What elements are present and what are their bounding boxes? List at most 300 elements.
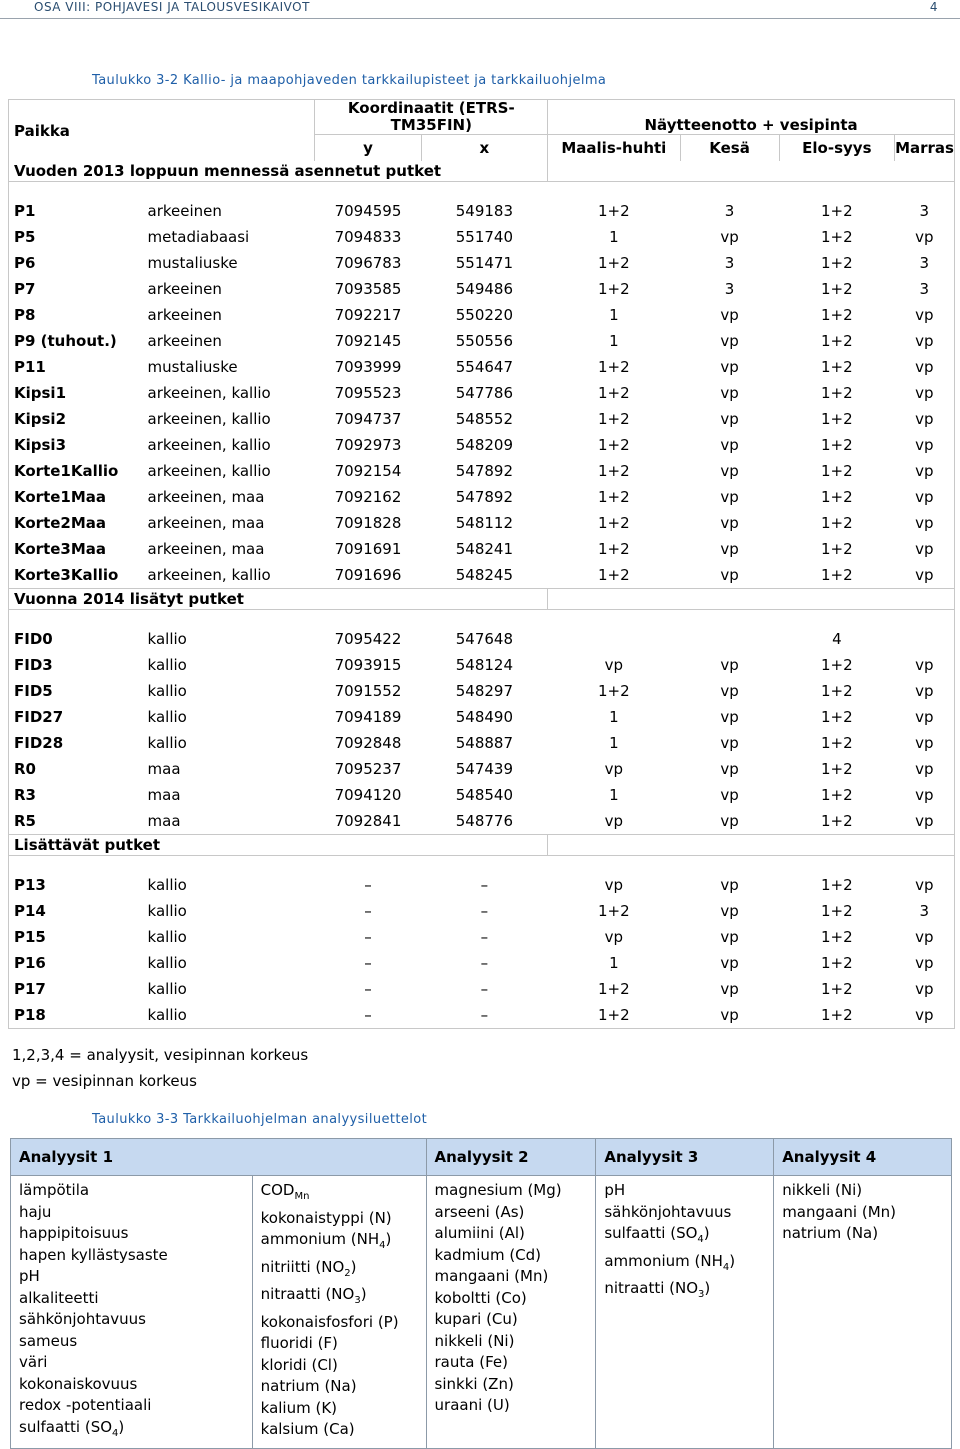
- cell-x: –: [480, 876, 489, 894]
- list-item: koboltti (Co): [434, 1288, 527, 1307]
- list-item: happipitoisuus: [19, 1224, 129, 1242]
- cell-kesa: vp: [720, 488, 739, 506]
- cell-y: 7094595: [334, 202, 402, 220]
- list-item: kokonaisfosfori (P): [260, 1312, 399, 1331]
- cell-paikka: Korte3Maa: [9, 536, 143, 562]
- analyysit-4-header: Analyysit 4: [774, 1139, 952, 1176]
- cell-y: 7093915: [334, 656, 402, 674]
- cell-maalis-huhti: vp: [548, 808, 680, 835]
- cell-kesa: vp: [720, 682, 739, 700]
- analyysit-2-header: Analyysit 2: [426, 1139, 596, 1176]
- cell-y: 7091691: [334, 540, 402, 558]
- cell-x: –: [480, 980, 489, 998]
- cell-x: 548552: [455, 410, 513, 428]
- cell-kallioperä: kallio: [147, 630, 187, 648]
- cell-kesa: vp: [720, 786, 739, 804]
- cell-maalis-huhti: 1+2: [598, 462, 630, 480]
- cell-elo-syys: 1+2: [821, 306, 853, 324]
- cell-x: 548209: [455, 436, 513, 454]
- cell-kesa: vp: [720, 902, 739, 920]
- cell-y: –: [364, 902, 372, 920]
- cell-paikka: FID0: [9, 626, 143, 652]
- cell-paikka: P18: [9, 1002, 143, 1029]
- table-row: [9, 328, 955, 354]
- cell-maalis-huhti: [548, 626, 680, 652]
- cell-y: 7093999: [334, 358, 402, 376]
- cell-kesa: vp: [720, 358, 739, 376]
- cell-kallioperä: arkeeinen, kallio: [147, 462, 271, 480]
- cell-kallioperä: maa: [147, 760, 181, 778]
- cell-x: 548112: [455, 514, 513, 532]
- table-row: [9, 250, 955, 276]
- cell-y: 7092848: [334, 734, 402, 752]
- header-koord-line2: TM35FIN): [390, 116, 472, 134]
- table-row: [9, 406, 955, 432]
- cell-y: 7094737: [334, 410, 402, 428]
- cell-kallioperä: arkeeinen, kallio: [147, 410, 271, 428]
- cell-maalis-huhti: 1+2: [598, 384, 630, 402]
- list-item: kokonaiskovuus: [19, 1374, 138, 1393]
- header-elo-syys: Elo-syys: [779, 135, 894, 162]
- cell-paikka: FID28: [9, 730, 143, 756]
- cell-x: 548490: [455, 708, 513, 726]
- cell-elo-syys: 1+2: [821, 656, 853, 674]
- cell-kallioperä: mustaliuske: [147, 254, 238, 272]
- list-item: kokonaistyppi (N): [260, 1208, 392, 1227]
- list-item: pH: [19, 1267, 40, 1285]
- cell-kesa: vp: [720, 954, 739, 972]
- cell-y: 7092145: [334, 332, 402, 350]
- list-item: sulfaatti $(SO_4)$: [19, 1417, 125, 1439]
- cell-elo-syys: 1+2: [821, 682, 853, 700]
- list-item: rauta (Fe): [434, 1353, 508, 1371]
- cell-kallioperä: maa: [143, 808, 315, 835]
- list-item: mangaani (Mn): [434, 1267, 549, 1285]
- list-item: nitraatti $(NO_3)$: [604, 1279, 711, 1300]
- cell-kesa: vp: [720, 540, 739, 558]
- list-item: alkaliteetti: [19, 1288, 99, 1307]
- cell-x: 550556: [455, 332, 513, 350]
- cell-x: 547439: [455, 760, 513, 778]
- list-item: kalium (K): [260, 1398, 338, 1417]
- cell-y: –: [315, 1002, 421, 1029]
- table-row: [9, 276, 955, 302]
- cell-maalis-huhti: vp: [604, 760, 624, 778]
- cell-kallioperä: mustaliuske: [147, 358, 238, 376]
- cell-kesa: 3: [724, 280, 735, 298]
- cell-kesa: vp: [680, 1002, 779, 1029]
- cell-elo-syys: 1+2: [821, 514, 853, 532]
- table-row: [9, 484, 955, 510]
- list-item: mangaani (Mn): [782, 1202, 896, 1221]
- list-item: pH: [604, 1181, 626, 1199]
- list-item: sähkönjohtavuus: [19, 1310, 146, 1328]
- analysis-table: [10, 1138, 952, 1449]
- list-item: fluoridi (F): [260, 1334, 338, 1352]
- cell-paikka: P7: [9, 276, 143, 302]
- cell-maalis-huhti: 1: [609, 954, 619, 972]
- cell-paikka: Kipsi2: [9, 406, 143, 432]
- cell-elo-syys: 1+2: [821, 876, 853, 894]
- legend-note-vp: vp = vesipinnan korkeus: [12, 1072, 197, 1090]
- cell-x: 548540: [455, 786, 513, 804]
- table-row: [9, 626, 955, 652]
- list-item: nitriitti $(NO_2)$: [260, 1257, 357, 1279]
- header-x: x: [421, 135, 548, 162]
- cell-kesa: vp: [720, 228, 739, 246]
- cell-marras: vp: [895, 1002, 955, 1029]
- cell-elo-syys: 1+2: [779, 1002, 894, 1029]
- cell-x: 547892: [455, 488, 513, 506]
- cell-y: 7093585: [334, 280, 402, 298]
- cell-maalis-huhti: 1: [609, 306, 619, 324]
- cell-marras: [895, 626, 955, 652]
- header-y: y: [315, 135, 421, 162]
- cell-kesa: vp: [720, 980, 739, 998]
- cell-elo-syys: 1+2: [821, 708, 853, 726]
- cell-y: 7092973: [334, 436, 402, 454]
- header-naytteenotto: Näytteenotto + vesipinta: [548, 100, 955, 135]
- cell-maalis-huhti: vp: [604, 928, 624, 946]
- cell-x: 547892: [455, 462, 513, 480]
- cell-elo-syys: 1+2: [821, 384, 853, 402]
- monitoring-table: [8, 99, 955, 1029]
- cell-y: 7095237: [334, 760, 402, 778]
- cell-kallioperä: arkeeinen, kallio: [147, 436, 271, 454]
- table-row: [9, 730, 955, 756]
- header-koordinaatit: [315, 100, 548, 135]
- list-item: arseeni (As): [434, 1202, 525, 1221]
- cell-maalis-huhti: 1: [609, 786, 619, 804]
- cell-marras: vp: [895, 536, 955, 562]
- list-item: ammonium $(NH_4)$: [260, 1230, 392, 1251]
- list-item: hapen kyllästysaste: [19, 1245, 168, 1264]
- cell-paikka: P5: [9, 224, 143, 250]
- table-row: [9, 536, 955, 562]
- cell-elo-syys: 1+2: [779, 808, 894, 835]
- cell-maalis-huhti: 1+2: [548, 562, 680, 589]
- table-row: [9, 924, 955, 950]
- cell-y: 7096783: [334, 254, 402, 272]
- cell-marras: vp: [895, 302, 955, 328]
- list-item: sinkki (Zn): [434, 1374, 514, 1393]
- analysis-column-2: [252, 1176, 426, 1449]
- cell-elo-syys: 1+2: [779, 562, 894, 589]
- cell-marras: vp: [895, 562, 955, 589]
- cell-paikka: FID27: [9, 704, 143, 730]
- cell-maalis-huhti: vp: [604, 876, 624, 894]
- cell-marras: vp: [895, 328, 955, 354]
- list-item: haju: [19, 1202, 52, 1221]
- cell-maalis-huhti: 1+2: [598, 410, 630, 428]
- list-item: lämpötila: [19, 1181, 90, 1199]
- analysis-column-3: [426, 1176, 596, 1449]
- cell-paikka: Korte2Maa: [9, 510, 143, 536]
- cell-kallioperä: kallio: [147, 682, 187, 700]
- cell-paikka: P15: [9, 924, 143, 950]
- table-row: [9, 898, 955, 924]
- cell-marras: vp: [895, 678, 955, 704]
- cell-maalis-huhti: 1+2: [598, 280, 630, 298]
- list-item: kadmium (Cd): [434, 1245, 542, 1264]
- cell-maalis-huhti: 1+2: [598, 980, 630, 998]
- cell-elo-syys: 1+2: [821, 488, 853, 506]
- section-title: OSA VIII: POHJAVESI JA TALOUSVESIKAIVOT: [34, 0, 310, 14]
- cell-x: 554647: [455, 358, 513, 376]
- cell-kesa: 3: [724, 254, 735, 272]
- section-lisattavat: Lisättävät putket: [9, 835, 548, 856]
- list-item: sameus: [19, 1331, 78, 1350]
- table2-caption: Taulukko 3-3 Tarkkailuohjelman analyysiluettelot: [92, 1112, 428, 1127]
- cell-maalis-huhti: 1+2: [548, 1002, 680, 1029]
- cell-paikka: P13: [9, 872, 143, 898]
- cell-marras: vp: [895, 432, 955, 458]
- cell-paikka: FID3: [9, 652, 143, 678]
- cell-kallioperä: kallio: [143, 1002, 315, 1029]
- cell-x: –: [421, 1002, 548, 1029]
- cell-paikka: P6: [9, 250, 143, 276]
- table-row: [9, 678, 955, 704]
- page-number: 4: [929, 0, 938, 14]
- cell-kesa: vp: [720, 410, 739, 428]
- table-row: [9, 198, 955, 224]
- analysis-column-4: [596, 1176, 774, 1449]
- cell-marras: vp: [895, 924, 955, 950]
- cell-kallioperä: arkeeinen, maa: [147, 488, 265, 506]
- cell-kallioperä: arkeeinen, kallio: [143, 562, 315, 589]
- cell-elo-syys: 1+2: [821, 786, 853, 804]
- cell-y: 7094833: [334, 228, 402, 246]
- cell-marras: vp: [895, 808, 955, 835]
- cell-marras: vp: [895, 782, 955, 808]
- cell-marras: vp: [895, 950, 955, 976]
- table-row: [9, 562, 955, 589]
- list-item: ammonium $(NH_4)$: [604, 1251, 736, 1273]
- cell-kallioperä: kallio: [147, 734, 187, 752]
- cell-kesa: vp: [720, 332, 739, 350]
- cell-paikka: P17: [9, 976, 143, 1002]
- cell-kesa: vp: [720, 708, 739, 726]
- cell-maalis-huhti: 1: [609, 228, 619, 246]
- cell-x: 547648: [455, 630, 513, 648]
- cell-kesa: vp: [720, 760, 739, 778]
- cell-paikka: P1: [9, 198, 143, 224]
- cell-marras: 3: [895, 898, 955, 924]
- cell-paikka: R3: [9, 782, 143, 808]
- table-row: [9, 950, 955, 976]
- table-row: [9, 782, 955, 808]
- analysis-column-5: [774, 1176, 952, 1449]
- list-item: $COD_{Mn}$: [260, 1181, 310, 1202]
- cell-x: 547786: [455, 384, 513, 402]
- list-item: natrium (Na): [782, 1224, 879, 1242]
- analysis-column-1: [11, 1176, 253, 1449]
- list-item: väri: [19, 1353, 48, 1371]
- cell-marras: 3: [895, 276, 955, 302]
- cell-kesa: 3: [724, 202, 735, 220]
- table-row: [9, 380, 955, 406]
- cell-elo-syys: 1+2: [821, 540, 853, 558]
- table-row: [9, 976, 955, 1002]
- cell-x: 550220: [455, 306, 513, 324]
- cell-y: –: [364, 980, 372, 998]
- header-marras: Marras: [895, 135, 955, 162]
- cell-paikka: Korte1Maa: [9, 484, 143, 510]
- header-kallioperä: [143, 100, 315, 162]
- cell-elo-syys: 1+2: [821, 436, 853, 454]
- cell-y: 7095523: [334, 384, 402, 402]
- list-item: sähkönjohtavuus: [604, 1202, 732, 1221]
- cell-kesa: vp: [720, 734, 739, 752]
- cell-kesa: vp: [720, 876, 739, 894]
- cell-paikka: P8: [9, 302, 143, 328]
- list-item: magnesium (Mg): [434, 1181, 562, 1199]
- legend-notes: [12, 1042, 308, 1094]
- cell-maalis-huhti: 1+2: [598, 902, 630, 920]
- table-row: [9, 872, 955, 898]
- cell-kallioperä: arkeeinen: [147, 332, 222, 350]
- list-item: nikkeli (Ni): [782, 1181, 863, 1199]
- cell-x: –: [480, 928, 489, 946]
- cell-kesa: vp: [720, 436, 739, 454]
- cell-paikka: Kipsi1: [9, 380, 143, 406]
- cell-maalis-huhti: 1+2: [598, 540, 630, 558]
- cell-y: –: [364, 928, 372, 946]
- cell-kesa: vp: [720, 306, 739, 324]
- cell-kallioperä: arkeeinen, maa: [147, 514, 265, 532]
- cell-elo-syys: 1+2: [821, 954, 853, 972]
- cell-maalis-huhti: 1+2: [598, 436, 630, 454]
- list-item: kupari (Cu): [434, 1310, 518, 1328]
- cell-paikka: Kipsi3: [9, 432, 143, 458]
- cell-marras: vp: [895, 224, 955, 250]
- cell-maalis-huhti: 1+2: [598, 514, 630, 532]
- cell-y: 7094189: [334, 708, 402, 726]
- analyysit-1-header: Analyysit 1: [11, 1139, 427, 1176]
- cell-kesa: vp: [720, 928, 739, 946]
- cell-x: 551471: [455, 254, 513, 272]
- cell-elo-syys: 1+2: [821, 928, 853, 946]
- cell-x: –: [480, 902, 489, 920]
- cell-x: 548297: [455, 682, 513, 700]
- header-paikka: Paikka: [9, 100, 143, 162]
- list-item: nikkeli (Ni): [434, 1331, 515, 1350]
- cell-kesa: [680, 626, 779, 652]
- cell-x: 551740: [455, 228, 513, 246]
- cell-elo-syys: 1+2: [821, 760, 853, 778]
- cell-marras: vp: [895, 976, 955, 1002]
- cell-kallioperä: metadiabaasi: [147, 228, 250, 246]
- cell-y: 7092217: [334, 306, 402, 324]
- cell-elo-syys: 1+2: [821, 980, 853, 998]
- cell-elo-syys: 1+2: [821, 254, 853, 272]
- cell-maalis-huhti: 1+2: [598, 488, 630, 506]
- cell-elo-syys: 1+2: [821, 734, 853, 752]
- cell-kesa: vp: [720, 384, 739, 402]
- list-item: nitraatti $(NO_3)$: [260, 1285, 367, 1306]
- cell-y: 7095422: [334, 630, 402, 648]
- table-row: [9, 704, 955, 730]
- cell-maalis-huhti: vp: [604, 656, 624, 674]
- cell-paikka: P14: [9, 898, 143, 924]
- cell-kallioperä: arkeeinen, maa: [147, 540, 265, 558]
- list-item: redox -potentiaali: [19, 1396, 152, 1414]
- cell-kesa: vp: [680, 808, 779, 835]
- header-kesa: Kesä: [680, 135, 779, 162]
- table-row: [9, 354, 955, 380]
- cell-paikka: P16: [9, 950, 143, 976]
- cell-y: 7092162: [334, 488, 402, 506]
- cell-y: 7091696: [315, 562, 421, 589]
- cell-kallioperä: kallio: [147, 928, 187, 946]
- cell-kesa: vp: [720, 656, 739, 674]
- cell-x: –: [480, 954, 489, 972]
- cell-y: 7091552: [334, 682, 402, 700]
- cell-y: –: [364, 954, 372, 972]
- cell-x: 548124: [455, 656, 513, 674]
- cell-y: 7094120: [334, 786, 402, 804]
- cell-paikka: R5: [9, 808, 143, 835]
- cell-kallioperä: kallio: [147, 902, 187, 920]
- legend-note-analyses: 1,2,3,4 = analyysit, vesipinnan korkeus: [12, 1046, 309, 1064]
- cell-paikka: Korte3Kallio: [9, 562, 143, 589]
- cell-elo-syys: 1+2: [821, 280, 853, 298]
- cell-elo-syys: 1+2: [821, 462, 853, 480]
- cell-elo-syys: 1+2: [821, 228, 853, 246]
- cell-paikka: P11: [9, 354, 143, 380]
- section-2014: Vuonna 2014 lisätyt putket: [9, 589, 548, 610]
- cell-maalis-huhti: 1+2: [598, 254, 630, 272]
- cell-marras: vp: [895, 484, 955, 510]
- cell-marras: vp: [895, 652, 955, 678]
- table-row: [9, 458, 955, 484]
- list-item: alumiini (Al): [434, 1224, 525, 1242]
- table-row: [9, 510, 955, 536]
- cell-kesa: vp: [680, 562, 779, 589]
- cell-marras: 3: [895, 250, 955, 276]
- table-row: [9, 432, 955, 458]
- cell-maalis-huhti: 1: [609, 708, 619, 726]
- cell-marras: vp: [895, 458, 955, 484]
- cell-x: 548241: [455, 540, 513, 558]
- cell-marras: vp: [895, 406, 955, 432]
- cell-x: 549183: [455, 202, 513, 220]
- cell-marras: vp: [895, 872, 955, 898]
- cell-kallioperä: kallio: [147, 876, 187, 894]
- list-item: kloridi (Cl): [260, 1355, 338, 1374]
- cell-elo-syys: 1+2: [821, 410, 853, 428]
- cell-x: 549486: [455, 280, 513, 298]
- cell-paikka: FID5: [9, 678, 143, 704]
- header-maalis-huhti: Maalis-huhti: [548, 135, 680, 162]
- cell-kallioperä: kallio: [147, 656, 187, 674]
- cell-paikka: Korte1Kallio: [9, 458, 143, 484]
- cell-marras: vp: [895, 380, 955, 406]
- cell-marras: vp: [895, 756, 955, 782]
- table1-caption: Taulukko 3-2 Kallio- ja maapohjaveden tarkkailupisteet ja tarkkailuohjelma: [92, 73, 607, 88]
- cell-y: 7092154: [334, 462, 402, 480]
- cell-elo-syys: 1+2: [821, 202, 853, 220]
- table-row: [9, 302, 955, 328]
- header-koord-line1: Koordinaatit (ETRS-: [347, 99, 515, 117]
- cell-elo-syys: 4: [832, 630, 842, 648]
- cell-y: 7092841: [315, 808, 421, 835]
- cell-maalis-huhti: 1+2: [598, 202, 630, 220]
- cell-marras: 3: [895, 198, 955, 224]
- cell-elo-syys: 1+2: [821, 902, 853, 920]
- cell-kesa: vp: [720, 514, 739, 532]
- cell-kallioperä: arkeeinen: [147, 306, 222, 324]
